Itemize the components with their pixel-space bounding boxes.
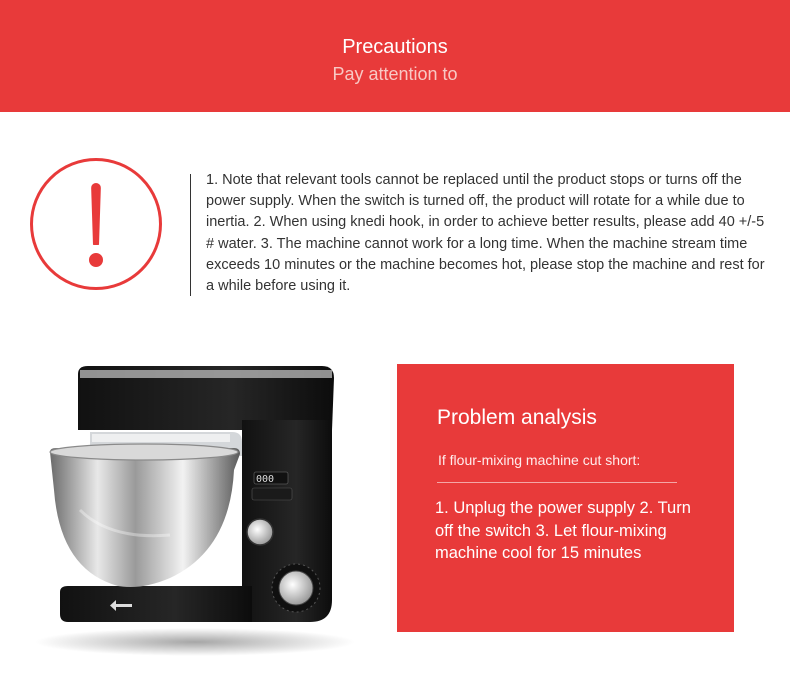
header-banner <box>0 0 790 112</box>
page-subtitle: Pay attention to <box>332 64 458 84</box>
divider-line <box>190 174 191 296</box>
exclamation-bar <box>91 183 101 245</box>
exclamation-dot <box>89 253 103 267</box>
problem-steps: 1. Unplug the power supply 2. Turn off the switch 3. Let flour-mixing machine cool for 15 minutes <box>435 499 691 562</box>
stand-mixer-image <box>20 360 360 660</box>
problem-divider <box>437 482 677 483</box>
problem-subtitle: If flour-mixing machine cut short: <box>438 452 641 468</box>
precaution-text: 1. Note that relevant tools cannot be replaced until the product stops or turns off the power supply. When the switch is turned off, the product will rotate for a while due to inertia. 2. When using knedi hook, in order to achieve better results, please add 40 +/-5 # water. 3. The machine cannot work for a long time. When the machine stream time exceeds 10 minutes or the machine becomes hot, please stop the machine and rest for a while before using it. <box>206 172 765 295</box>
svg-text:000: 000 <box>256 474 275 485</box>
exclamation-circle-icon <box>30 158 162 290</box>
problem-analysis-panel <box>397 364 734 632</box>
page-title: Precautions <box>342 36 448 58</box>
problem-title: Problem analysis <box>437 406 597 429</box>
